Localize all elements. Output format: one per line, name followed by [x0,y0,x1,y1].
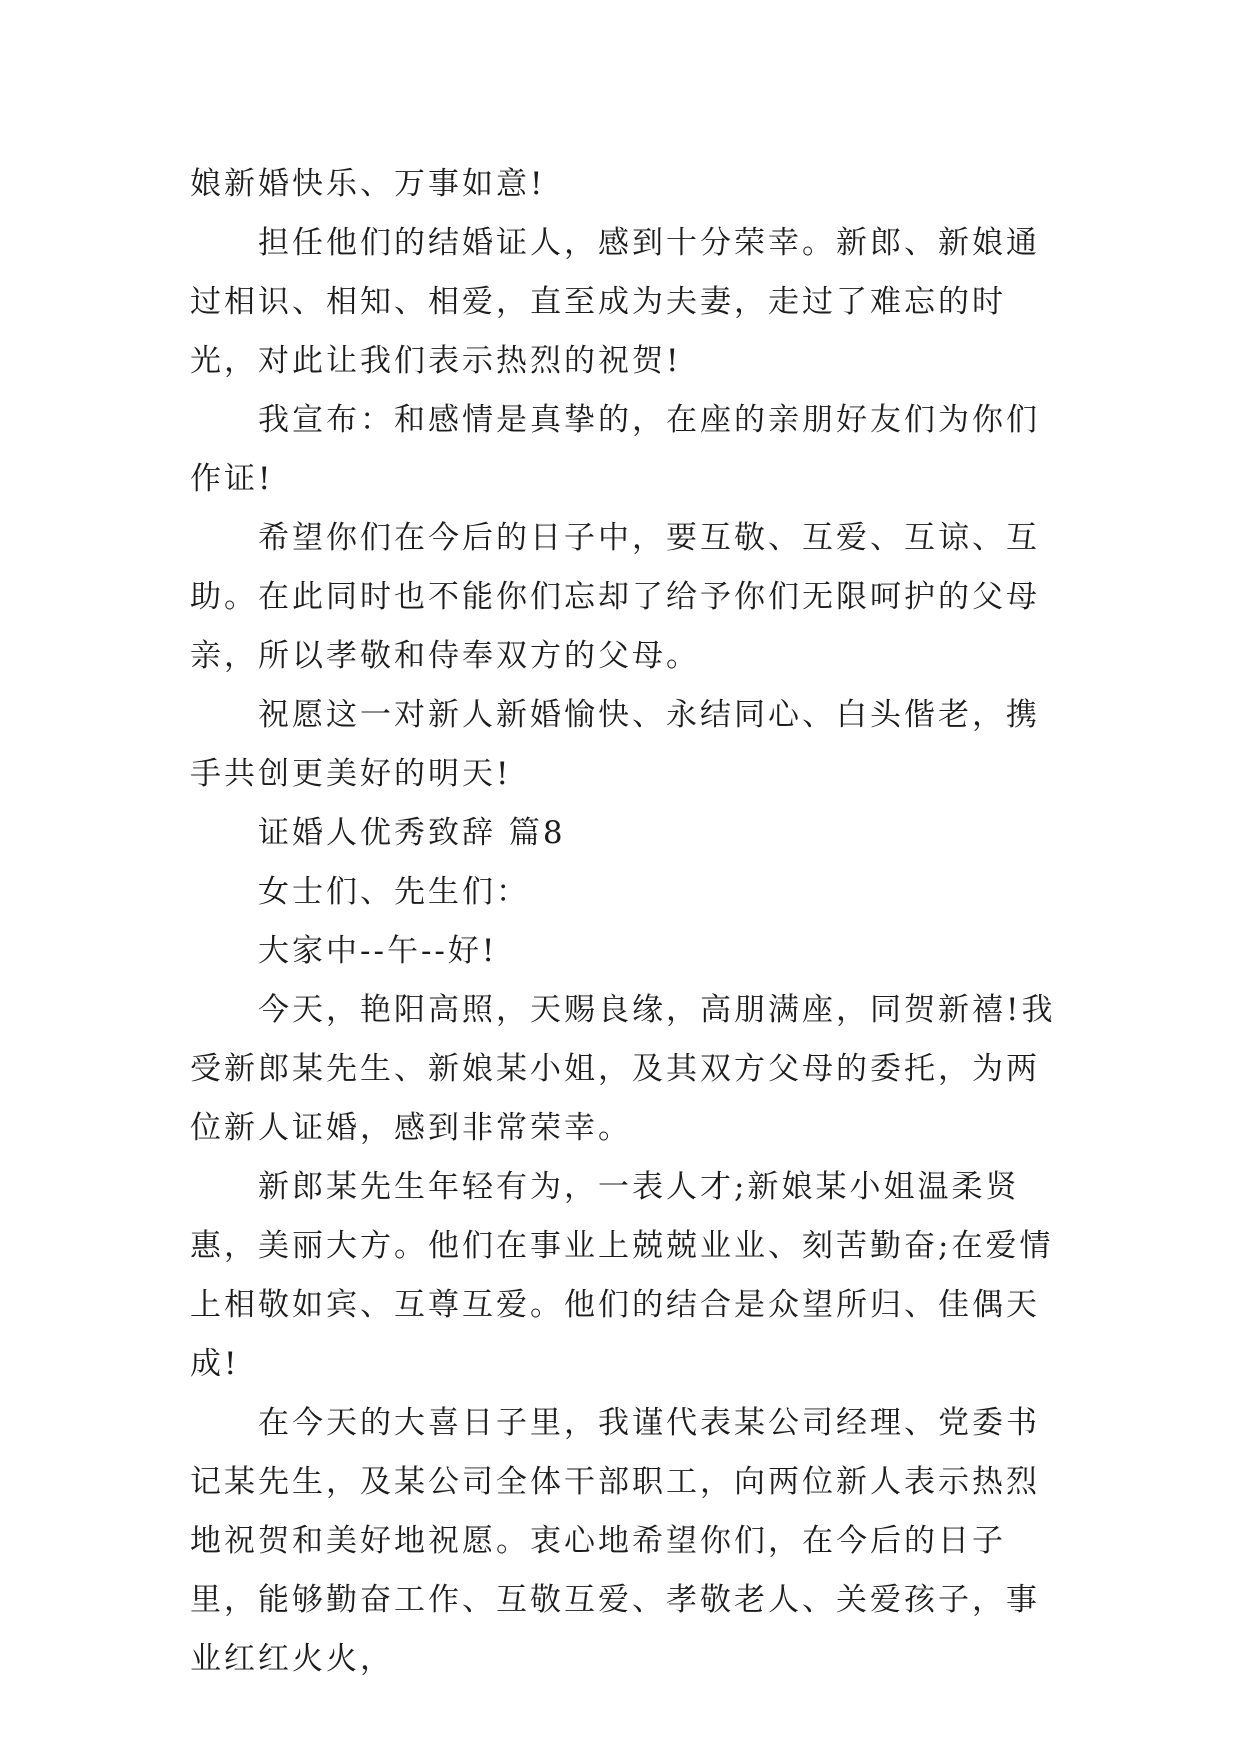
paragraph-hope: 希望你们在今后的日子中，要互敬、互爱、互谅、互助。在此同时也不能你们忘却了给予你们无限呵护的父母亲，所以孝敬和侍奉双方的父母。 [190,520,1040,674]
paragraph-salutation: 女士们、先生们： [258,874,530,910]
paragraph-greeting: 大家中--午--好! [258,933,498,969]
document-body [190,155,1060,1689]
paragraph-witness-honor: 担任他们的结婚证人，感到十分荣幸。新郎、新娘通过相识、相知、相爱，直至成为夫妻，走过了难忘的时光，对此让我们表示热烈的祝贺! [190,225,1040,379]
paragraph-opening: 今天，艳阳高照，天赐良缘，高朋满座，同贺新禧!我受新郎某先生、新娘某小姐，及其双方父母的委托，为两位新人证婚，感到非常荣幸。 [190,992,1056,1146]
paragraph-couple-praise: 新郎某先生年轻有为，一表人才;新娘某小姐温柔贤惠，美丽大方。他们在事业上兢兢业业、刻苦勤奋;在爱情上相敬如宾、互尊互爱。他们的结合是众望所归、佳偶天成! [190,1169,1054,1382]
paragraph-declaration: 我宣布：和感情是真挚的，在座的亲朋好友们为你们作证! [190,402,1040,497]
paragraph-company-wishes: 在今天的大喜日子里，我谨代表某公司经理、党委书记某先生，及某公司全体干部职工，向两位新人表示热烈地祝贺和美好地祝愿。衷心地希望你们，在今后的日子里，能够勤奋工作、互敬互爱、孝敬老人、关爱孩子，事业红红火火， [190,1405,1040,1677]
section-heading: 证婚人优秀致辞 篇8 [258,815,566,851]
paragraph-blessing: 祝愿这一对新人新婚愉快、永结同心、白头偕老，携手共创更美好的明天! [190,697,1040,792]
paragraph-continuation: 娘新婚快乐、万事如意! [190,166,546,202]
